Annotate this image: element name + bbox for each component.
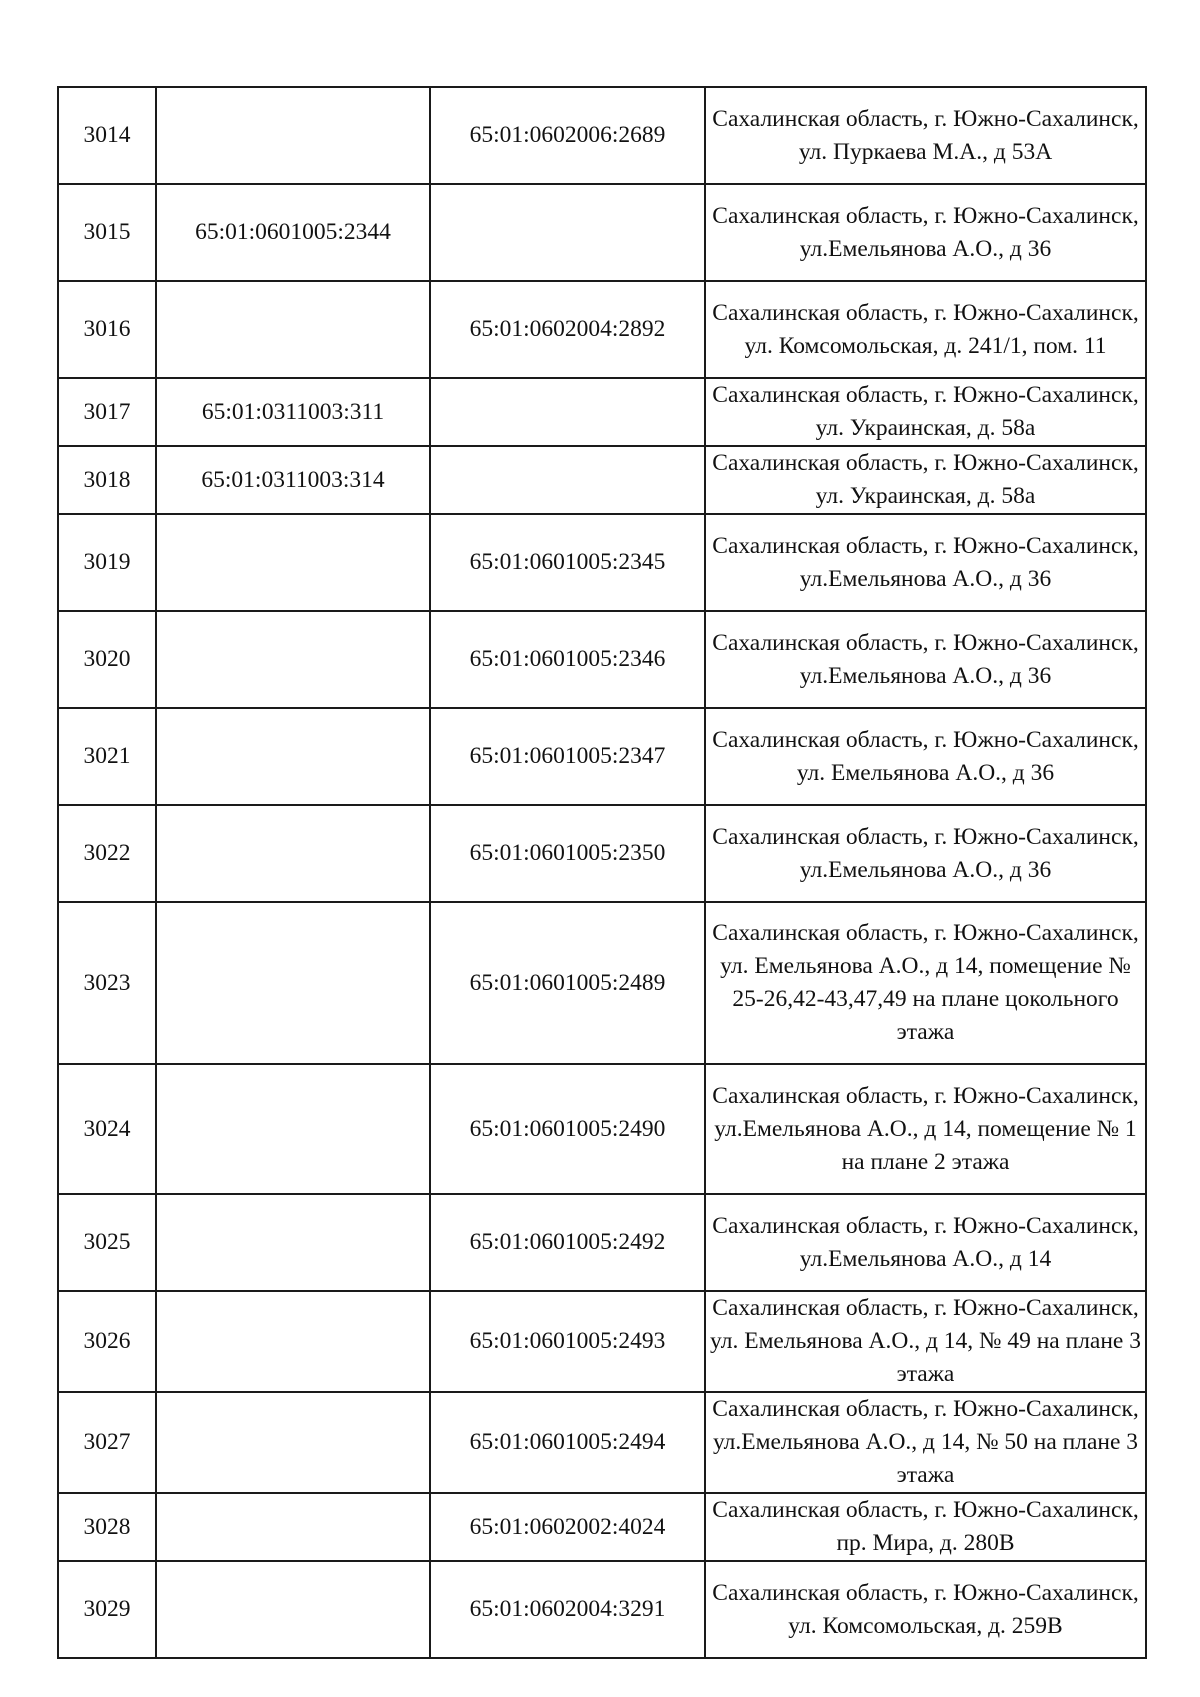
row-number-cell: 3028 (58, 1493, 156, 1561)
table-row (58, 708, 1146, 805)
land-cadastral-cell: 65:01:0311003:311 (156, 378, 430, 446)
object-cadastral-cell: 65:01:0601005:2346 (430, 611, 705, 708)
row-number-cell: 3025 (58, 1194, 156, 1291)
row-number-cell: 3027 (58, 1392, 156, 1493)
land-cadastral-cell (156, 1064, 430, 1194)
table-row (58, 611, 1146, 708)
row-number-cell: 3021 (58, 708, 156, 805)
land-cadastral-cell: 65:01:0601005:2344 (156, 184, 430, 281)
land-cadastral-cell (156, 902, 430, 1064)
address-cell: Сахалинская область, г. Южно-Сахалинск, ул.Емельянова А.О., д 36 (705, 805, 1146, 902)
address-cell: Сахалинская область, г. Южно-Сахалинск, ул. Комсомольская, д. 241/1, пом. 11 (705, 281, 1146, 378)
land-cadastral-cell (156, 805, 430, 902)
row-number-cell: 3017 (58, 378, 156, 446)
table-row (58, 87, 1146, 184)
land-cadastral-cell (156, 611, 430, 708)
object-cadastral-cell: 65:01:0602006:2689 (430, 87, 705, 184)
table-row (58, 378, 1146, 446)
object-cadastral-cell: 65:01:0601005:2493 (430, 1291, 705, 1392)
table-row (58, 1291, 1146, 1392)
address-cell: Сахалинская область, г. Южно-Сахалинск, ул. Комсомольская, д. 259В (705, 1561, 1146, 1658)
land-cadastral-cell (156, 1392, 430, 1493)
table-row (58, 281, 1146, 378)
land-cadastral-cell (156, 1561, 430, 1658)
object-cadastral-cell (430, 184, 705, 281)
address-cell: Сахалинская область, г. Южно-Сахалинск, ул. Пуркаева М.А., д 53А (705, 87, 1146, 184)
object-cadastral-cell: 65:01:0601005:2345 (430, 514, 705, 611)
table-row (58, 1561, 1146, 1658)
table-row (58, 446, 1146, 514)
land-cadastral-cell (156, 1194, 430, 1291)
address-cell: Сахалинская область, г. Южно-Сахалинск, ул.Емельянова А.О., д 36 (705, 514, 1146, 611)
object-cadastral-cell: 65:01:0601005:2489 (430, 902, 705, 1064)
row-number-cell: 3023 (58, 902, 156, 1064)
row-number-cell: 3019 (58, 514, 156, 611)
object-cadastral-cell: 65:01:0601005:2347 (430, 708, 705, 805)
address-cell: Сахалинская область, г. Южно-Сахалинск, ул. Емельянова А.О., д 14, № 49 на плане 3 этажа (705, 1291, 1146, 1392)
table-row (58, 902, 1146, 1064)
land-cadastral-cell (156, 87, 430, 184)
object-cadastral-cell: 65:01:0601005:2350 (430, 805, 705, 902)
land-cadastral-cell (156, 1493, 430, 1561)
table-row (58, 1493, 1146, 1561)
land-cadastral-cell (156, 281, 430, 378)
address-cell: Сахалинская область, г. Южно-Сахалинск, ул.Емельянова А.О., д 14 (705, 1194, 1146, 1291)
registry-table (57, 86, 1147, 1659)
object-cadastral-cell: 65:01:0601005:2492 (430, 1194, 705, 1291)
row-number-cell: 3022 (58, 805, 156, 902)
land-cadastral-cell (156, 708, 430, 805)
object-cadastral-cell: 65:01:0601005:2494 (430, 1392, 705, 1493)
table-row (58, 184, 1146, 281)
row-number-cell: 3018 (58, 446, 156, 514)
row-number-cell: 3016 (58, 281, 156, 378)
table-row (58, 805, 1146, 902)
address-cell: Сахалинская область, г. Южно-Сахалинск, ул.Емельянова А.О., д 14, помещение № 1 на плане 2 этажа (705, 1064, 1146, 1194)
address-cell: Сахалинская область, г. Южно-Сахалинск, ул.Емельянова А.О., д 14, № 50 на плане 3 этажа (705, 1392, 1146, 1493)
object-cadastral-cell (430, 378, 705, 446)
object-cadastral-cell: 65:01:0602004:2892 (430, 281, 705, 378)
address-cell: Сахалинская область, г. Южно-Сахалинск, ул.Емельянова А.О., д 36 (705, 611, 1146, 708)
object-cadastral-cell: 65:01:0601005:2490 (430, 1064, 705, 1194)
row-number-cell: 3026 (58, 1291, 156, 1392)
table-row (58, 1392, 1146, 1493)
address-cell: Сахалинская область, г. Южно-Сахалинск, ул. Емельянова А.О., д 14, помещение № 25-26,42-43,47,49 на плане цокольного этажа (705, 902, 1146, 1064)
row-number-cell: 3014 (58, 87, 156, 184)
address-cell: Сахалинская область, г. Южно-Сахалинск, ул. Украинская, д. 58а (705, 378, 1146, 446)
row-number-cell: 3020 (58, 611, 156, 708)
address-cell: Сахалинская область, г. Южно-Сахалинск, пр. Мира, д. 280В (705, 1493, 1146, 1561)
object-cadastral-cell: 65:01:0602004:3291 (430, 1561, 705, 1658)
object-cadastral-cell: 65:01:0602002:4024 (430, 1493, 705, 1561)
row-number-cell: 3024 (58, 1064, 156, 1194)
land-cadastral-cell (156, 514, 430, 611)
object-cadastral-cell (430, 446, 705, 514)
row-number-cell: 3029 (58, 1561, 156, 1658)
address-cell: Сахалинская область, г. Южно-Сахалинск, ул. Емельянова А.О., д 36 (705, 708, 1146, 805)
land-cadastral-cell (156, 1291, 430, 1392)
land-cadastral-cell: 65:01:0311003:314 (156, 446, 430, 514)
table-row (58, 1194, 1146, 1291)
row-number-cell: 3015 (58, 184, 156, 281)
table-row (58, 1064, 1146, 1194)
address-cell: Сахалинская область, г. Южно-Сахалинск, ул.Емельянова А.О., д 36 (705, 184, 1146, 281)
table-row (58, 514, 1146, 611)
address-cell: Сахалинская область, г. Южно-Сахалинск, ул. Украинская, д. 58а (705, 446, 1146, 514)
